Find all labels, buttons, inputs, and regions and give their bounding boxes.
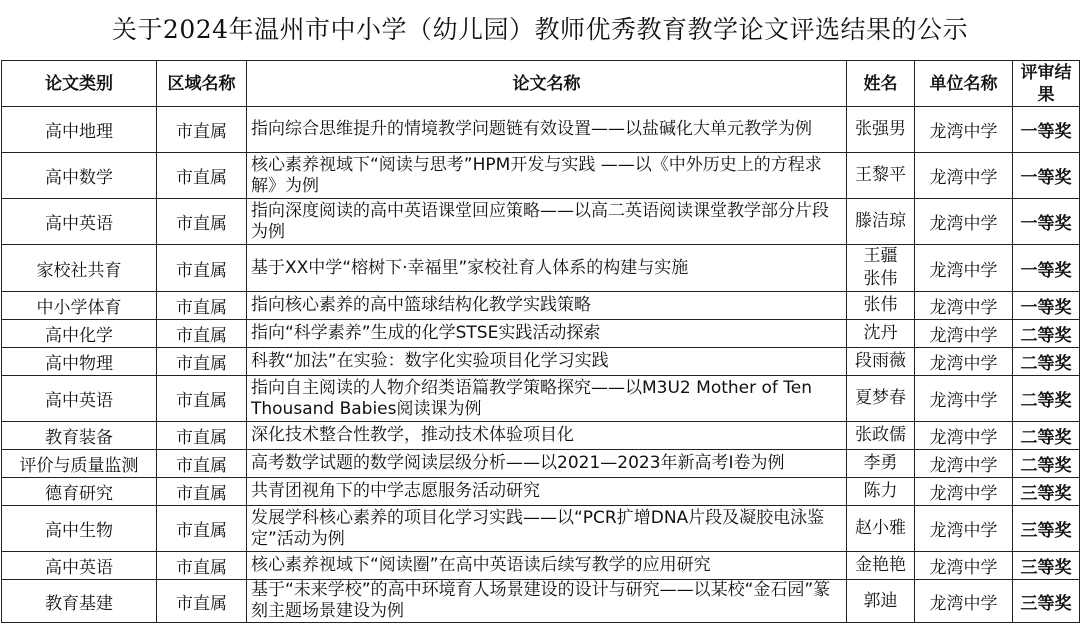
header-unit: 单位名称 <box>915 61 1013 107</box>
cell-result: 三等奖 <box>1013 478 1080 506</box>
cell-region: 市直属 <box>157 580 247 623</box>
cell-category: 高中生物 <box>2 506 157 552</box>
cell-paper-title: 指向深度阅读的高中英语课堂回应策略——以高二英语阅读课堂教学部分片段为例 <box>247 199 847 245</box>
cell-region: 市直属 <box>157 450 247 478</box>
table-row <box>2 292 1080 320</box>
cell-unit: 龙湾中学 <box>915 478 1013 506</box>
cell-author-name: 夏梦春 <box>847 376 915 422</box>
cell-region: 市直属 <box>157 552 247 580</box>
cell-unit: 龙湾中学 <box>915 552 1013 580</box>
cell-region: 市直属 <box>157 422 247 450</box>
cell-result: 一等奖 <box>1013 107 1080 153</box>
cell-paper-title: 科教“加法”在实验：数字化实验项目化学习实践 <box>247 348 847 376</box>
cell-category: 评价与质量监测 <box>2 450 157 478</box>
cell-author-name: 金艳艳 <box>847 552 915 580</box>
cell-paper-title: 基于XX中学“榕树下·幸福里”家校社育人体系的构建与实施 <box>247 245 847 292</box>
table-row <box>2 199 1080 245</box>
cell-author-name: 滕洁琼 <box>847 199 915 245</box>
table-row <box>2 107 1080 153</box>
cell-region: 市直属 <box>157 107 247 153</box>
table-row <box>2 153 1080 199</box>
cell-unit: 龙湾中学 <box>915 107 1013 153</box>
cell-category: 中小学体育 <box>2 292 157 320</box>
cell-paper-title: 核心素养视域下“阅读与思考”HPM开发与实践 ——以《中外历史上的方程求解》为例 <box>247 153 847 199</box>
cell-region: 市直属 <box>157 478 247 506</box>
cell-paper-title: 发展学科核心素养的项目化学习实践——以“PCR扩增DNA片段及凝胶电泳鉴定”活动为例 <box>247 506 847 552</box>
table-row <box>2 348 1080 376</box>
cell-unit: 龙湾中学 <box>915 422 1013 450</box>
cell-author-name: 赵小雅 <box>847 506 915 552</box>
cell-result: 三等奖 <box>1013 552 1080 580</box>
header-result: 评审结果 <box>1013 61 1080 107</box>
cell-unit: 龙湾中学 <box>915 199 1013 245</box>
cell-category: 高中英语 <box>2 376 157 422</box>
table-row <box>2 450 1080 478</box>
cell-paper-title: 指向综合思维提升的情境教学问题链有效设置——以盐碱化大单元教学为例 <box>247 107 847 153</box>
cell-unit: 龙湾中学 <box>915 245 1013 292</box>
cell-author-name: 张伟 <box>847 292 915 320</box>
cell-category: 德育研究 <box>2 478 157 506</box>
cell-result: 二等奖 <box>1013 422 1080 450</box>
cell-paper-title: 指向核心素养的高中篮球结构化教学实践策略 <box>247 292 847 320</box>
header-row <box>2 61 1080 107</box>
cell-unit: 龙湾中学 <box>915 320 1013 348</box>
table-row <box>2 478 1080 506</box>
cell-result: 二等奖 <box>1013 450 1080 478</box>
table-row <box>2 320 1080 348</box>
cell-author-name: 张政儒 <box>847 422 915 450</box>
cell-paper-title: 深化技术整合性教学，推动技术体验项目化 <box>247 422 847 450</box>
cell-unit: 龙湾中学 <box>915 292 1013 320</box>
cell-region: 市直属 <box>157 245 247 292</box>
cell-author-name: 王疆 张伟 <box>847 245 915 292</box>
cell-author-name: 李勇 <box>847 450 915 478</box>
cell-unit: 龙湾中学 <box>915 153 1013 199</box>
cell-category: 高中英语 <box>2 199 157 245</box>
cell-category: 高中化学 <box>2 320 157 348</box>
table-row <box>2 376 1080 422</box>
table-body <box>2 107 1080 623</box>
cell-region: 市直属 <box>157 153 247 199</box>
table-row <box>2 506 1080 552</box>
cell-result: 三等奖 <box>1013 506 1080 552</box>
cell-region: 市直属 <box>157 348 247 376</box>
cell-category: 高中英语 <box>2 552 157 580</box>
cell-author-name: 王黎平 <box>847 153 915 199</box>
cell-category: 高中地理 <box>2 107 157 153</box>
cell-paper-title: 高考数学试题的数学阅读层级分析——以2021—2023年新高考I卷为例 <box>247 450 847 478</box>
cell-category: 高中物理 <box>2 348 157 376</box>
cell-result: 一等奖 <box>1013 245 1080 292</box>
cell-region: 市直属 <box>157 199 247 245</box>
results-table <box>1 60 1080 623</box>
cell-category: 家校社共育 <box>2 245 157 292</box>
cell-paper-title: 基于“未来学校”的高中环境育人场景建设的设计与研究——以某校“金石园”篆刻主题场景建设为例 <box>247 580 847 623</box>
cell-region: 市直属 <box>157 292 247 320</box>
cell-result: 一等奖 <box>1013 292 1080 320</box>
header-name: 姓名 <box>847 61 915 107</box>
header-category: 论文类别 <box>2 61 157 107</box>
cell-author-name: 段雨薇 <box>847 348 915 376</box>
cell-region: 市直属 <box>157 320 247 348</box>
cell-paper-title: 共青团视角下的中学志愿服务活动研究 <box>247 478 847 506</box>
table-row <box>2 245 1080 292</box>
table-row <box>2 580 1080 623</box>
cell-result: 一等奖 <box>1013 153 1080 199</box>
cell-result: 二等奖 <box>1013 320 1080 348</box>
cell-category: 教育装备 <box>2 422 157 450</box>
cell-author-name: 陈力 <box>847 478 915 506</box>
cell-unit: 龙湾中学 <box>915 506 1013 552</box>
cell-paper-title: 指向自主阅读的人物介绍类语篇教学策略探究——以M3U2 Mother of Ten Thousand Babies阅读课为例 <box>247 376 847 422</box>
table-row <box>2 552 1080 580</box>
header-paper: 论文名称 <box>247 61 847 107</box>
cell-paper-title: 核心素养视域下“阅读圈”在高中英语读后续写教学的应用研究 <box>247 552 847 580</box>
cell-paper-title: 指向“科学素养”生成的化学STSE实践活动探索 <box>247 320 847 348</box>
cell-result: 一等奖 <box>1013 199 1080 245</box>
cell-result: 二等奖 <box>1013 376 1080 422</box>
cell-region: 市直属 <box>157 506 247 552</box>
table-row <box>2 422 1080 450</box>
cell-category: 高中数学 <box>2 153 157 199</box>
cell-unit: 龙湾中学 <box>915 450 1013 478</box>
cell-unit: 龙湾中学 <box>915 348 1013 376</box>
cell-region: 市直属 <box>157 376 247 422</box>
cell-author-name: 郭迪 <box>847 580 915 623</box>
cell-result: 三等奖 <box>1013 580 1080 623</box>
cell-unit: 龙湾中学 <box>915 580 1013 623</box>
cell-result: 二等奖 <box>1013 348 1080 376</box>
cell-category: 教育基建 <box>2 580 157 623</box>
cell-unit: 龙湾中学 <box>915 376 1013 422</box>
cell-author-name: 沈丹 <box>847 320 915 348</box>
cell-author-name: 张强男 <box>847 107 915 153</box>
header-region: 区域名称 <box>157 61 247 107</box>
page-title: 关于2024年温州市中小学（幼儿园）教师优秀教育教学论文评选结果的公示 <box>111 15 969 44</box>
